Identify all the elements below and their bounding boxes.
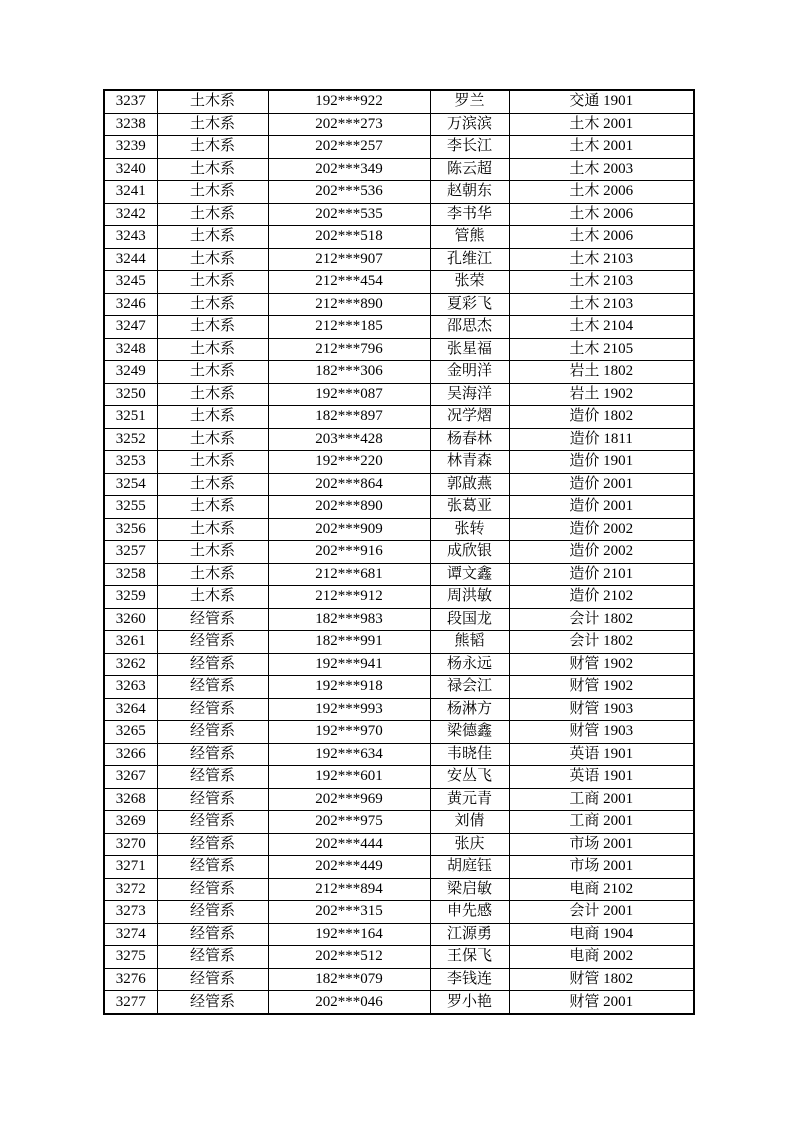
cell-student-name: 李长江	[430, 136, 509, 159]
table-row	[104, 653, 694, 676]
cell-student-id: 202***273	[268, 113, 430, 136]
cell-student-id: 202***969	[268, 788, 430, 811]
cell-row-number: 3272	[104, 878, 157, 901]
cell-row-number: 3270	[104, 833, 157, 856]
cell-class: 土木 2105	[509, 338, 694, 361]
table-row	[104, 383, 694, 406]
cell-student-name: 韦晓佳	[430, 743, 509, 766]
table-row	[104, 338, 694, 361]
cell-class: 财管 2001	[509, 991, 694, 1014]
cell-student-name: 张转	[430, 518, 509, 541]
cell-class: 财管 1903	[509, 721, 694, 744]
cell-row-number: 3266	[104, 743, 157, 766]
cell-student-id: 212***894	[268, 878, 430, 901]
cell-department: 经管系	[157, 878, 268, 901]
cell-student-id: 212***454	[268, 271, 430, 294]
cell-student-name: 胡庭钰	[430, 856, 509, 879]
cell-row-number: 3241	[104, 181, 157, 204]
cell-student-name: 熊韬	[430, 631, 509, 654]
cell-department: 经管系	[157, 788, 268, 811]
cell-department: 土木系	[157, 158, 268, 181]
cell-student-id: 212***890	[268, 293, 430, 316]
table-row	[104, 248, 694, 271]
table-row	[104, 788, 694, 811]
cell-row-number: 3250	[104, 383, 157, 406]
student-list-table-body	[104, 90, 694, 1014]
cell-row-number: 3261	[104, 631, 157, 654]
cell-student-name: 赵朝东	[430, 181, 509, 204]
table-row	[104, 473, 694, 496]
student-list-table	[103, 89, 695, 1015]
cell-student-id: 212***681	[268, 563, 430, 586]
cell-student-name: 梁德鑫	[430, 721, 509, 744]
cell-department: 经管系	[157, 833, 268, 856]
cell-department: 土木系	[157, 383, 268, 406]
table-row	[104, 316, 694, 339]
cell-student-name: 夏彩飞	[430, 293, 509, 316]
table-row	[104, 158, 694, 181]
cell-student-name: 罗小艳	[430, 991, 509, 1014]
cell-row-number: 3264	[104, 698, 157, 721]
cell-department: 土木系	[157, 271, 268, 294]
table-row	[104, 721, 694, 744]
cell-student-name: 段国龙	[430, 608, 509, 631]
cell-row-number: 3256	[104, 518, 157, 541]
cell-student-name: 郭啟燕	[430, 473, 509, 496]
cell-student-id: 182***991	[268, 631, 430, 654]
cell-class: 造价 2001	[509, 473, 694, 496]
cell-class: 交通 1901	[509, 90, 694, 113]
cell-class: 财管 1903	[509, 698, 694, 721]
cell-student-name: 黄元青	[430, 788, 509, 811]
table-row	[104, 743, 694, 766]
cell-student-id: 202***518	[268, 226, 430, 249]
cell-row-number: 3276	[104, 968, 157, 991]
cell-department: 经管系	[157, 608, 268, 631]
cell-student-id: 202***349	[268, 158, 430, 181]
cell-student-name: 孔维江	[430, 248, 509, 271]
cell-student-name: 张荣	[430, 271, 509, 294]
cell-student-name: 罗兰	[430, 90, 509, 113]
cell-department: 经管系	[157, 991, 268, 1014]
table-row	[104, 766, 694, 789]
cell-student-name: 管熊	[430, 226, 509, 249]
table-row	[104, 923, 694, 946]
cell-department: 经管系	[157, 698, 268, 721]
cell-student-name: 谭文鑫	[430, 563, 509, 586]
cell-department: 土木系	[157, 451, 268, 474]
cell-student-name: 金明洋	[430, 361, 509, 384]
table-row	[104, 991, 694, 1014]
cell-student-name: 李钱连	[430, 968, 509, 991]
cell-student-name: 吴海洋	[430, 383, 509, 406]
cell-student-id: 192***164	[268, 923, 430, 946]
cell-class: 岩土 1902	[509, 383, 694, 406]
cell-row-number: 3271	[104, 856, 157, 879]
cell-row-number: 3238	[104, 113, 157, 136]
cell-student-id: 192***922	[268, 90, 430, 113]
cell-class: 土木 2103	[509, 248, 694, 271]
table-row	[104, 518, 694, 541]
cell-department: 土木系	[157, 293, 268, 316]
cell-class: 土木 2103	[509, 271, 694, 294]
cell-student-id: 202***046	[268, 991, 430, 1014]
cell-student-id: 202***315	[268, 901, 430, 924]
cell-student-id: 192***634	[268, 743, 430, 766]
table-row	[104, 901, 694, 924]
table-row	[104, 878, 694, 901]
cell-student-name: 况学熠	[430, 406, 509, 429]
cell-class: 造价 1811	[509, 428, 694, 451]
cell-student-name: 万滨滨	[430, 113, 509, 136]
cell-row-number: 3237	[104, 90, 157, 113]
cell-row-number: 3242	[104, 203, 157, 226]
cell-department: 经管系	[157, 743, 268, 766]
cell-row-number: 3260	[104, 608, 157, 631]
cell-class: 电商 2002	[509, 946, 694, 969]
cell-class: 造价 2002	[509, 518, 694, 541]
cell-department: 土木系	[157, 496, 268, 519]
table-row	[104, 113, 694, 136]
cell-department: 经管系	[157, 923, 268, 946]
cell-class: 造价 2101	[509, 563, 694, 586]
cell-student-id: 202***909	[268, 518, 430, 541]
table-row	[104, 428, 694, 451]
cell-class: 市场 2001	[509, 833, 694, 856]
cell-row-number: 3259	[104, 586, 157, 609]
cell-row-number: 3257	[104, 541, 157, 564]
cell-student-name: 梁启敏	[430, 878, 509, 901]
cell-student-id: 192***918	[268, 676, 430, 699]
cell-student-name: 林青森	[430, 451, 509, 474]
cell-student-name: 张葛亚	[430, 496, 509, 519]
table-row	[104, 271, 694, 294]
cell-student-id: 202***916	[268, 541, 430, 564]
cell-class: 工商 2001	[509, 811, 694, 834]
cell-student-name: 成欣银	[430, 541, 509, 564]
table-row	[104, 293, 694, 316]
cell-student-name: 周洪敏	[430, 586, 509, 609]
cell-student-name: 邵思杰	[430, 316, 509, 339]
cell-row-number: 3244	[104, 248, 157, 271]
cell-row-number: 3258	[104, 563, 157, 586]
cell-class: 英语 1901	[509, 743, 694, 766]
cell-class: 会计 1802	[509, 631, 694, 654]
cell-student-id: 192***993	[268, 698, 430, 721]
table-row	[104, 361, 694, 384]
cell-class: 土木 2001	[509, 113, 694, 136]
cell-student-id: 192***601	[268, 766, 430, 789]
cell-department: 土木系	[157, 428, 268, 451]
cell-student-name: 杨春林	[430, 428, 509, 451]
cell-row-number: 3239	[104, 136, 157, 159]
cell-department: 经管系	[157, 946, 268, 969]
cell-row-number: 3263	[104, 676, 157, 699]
cell-student-name: 王保飞	[430, 946, 509, 969]
cell-department: 土木系	[157, 338, 268, 361]
cell-row-number: 3268	[104, 788, 157, 811]
cell-department: 经管系	[157, 968, 268, 991]
cell-department: 经管系	[157, 676, 268, 699]
cell-student-id: 182***897	[268, 406, 430, 429]
table-row	[104, 631, 694, 654]
cell-student-id: 182***079	[268, 968, 430, 991]
cell-class: 财管 1902	[509, 653, 694, 676]
table-row	[104, 226, 694, 249]
cell-class: 工商 2001	[509, 788, 694, 811]
table-row	[104, 856, 694, 879]
cell-department: 经管系	[157, 653, 268, 676]
cell-class: 土木 2003	[509, 158, 694, 181]
cell-class: 土木 2006	[509, 181, 694, 204]
cell-student-name: 张星福	[430, 338, 509, 361]
table-row	[104, 968, 694, 991]
cell-department: 土木系	[157, 563, 268, 586]
cell-row-number: 3262	[104, 653, 157, 676]
cell-row-number: 3240	[104, 158, 157, 181]
cell-row-number: 3265	[104, 721, 157, 744]
table-row	[104, 203, 694, 226]
cell-department: 土木系	[157, 226, 268, 249]
table-row	[104, 676, 694, 699]
cell-department: 土木系	[157, 361, 268, 384]
cell-student-name: 禄会江	[430, 676, 509, 699]
table-row	[104, 833, 694, 856]
table-row	[104, 608, 694, 631]
cell-department: 土木系	[157, 203, 268, 226]
cell-class: 会计 2001	[509, 901, 694, 924]
cell-student-name: 张庆	[430, 833, 509, 856]
cell-row-number: 3253	[104, 451, 157, 474]
cell-student-name: 申先感	[430, 901, 509, 924]
table-row	[104, 541, 694, 564]
cell-class: 英语 1901	[509, 766, 694, 789]
cell-class: 造价 1802	[509, 406, 694, 429]
cell-student-id: 202***535	[268, 203, 430, 226]
cell-row-number: 3275	[104, 946, 157, 969]
table-row	[104, 946, 694, 969]
cell-class: 土木 2103	[509, 293, 694, 316]
cell-department: 经管系	[157, 856, 268, 879]
cell-row-number: 3249	[104, 361, 157, 384]
cell-student-id: 212***907	[268, 248, 430, 271]
cell-row-number: 3247	[104, 316, 157, 339]
cell-department: 土木系	[157, 518, 268, 541]
cell-class: 土木 2104	[509, 316, 694, 339]
cell-student-name: 杨永远	[430, 653, 509, 676]
cell-department: 土木系	[157, 136, 268, 159]
cell-student-name: 刘倩	[430, 811, 509, 834]
cell-class: 岩土 1802	[509, 361, 694, 384]
cell-row-number: 3267	[104, 766, 157, 789]
cell-department: 土木系	[157, 113, 268, 136]
cell-student-id: 212***912	[268, 586, 430, 609]
cell-row-number: 3246	[104, 293, 157, 316]
cell-class: 电商 1904	[509, 923, 694, 946]
cell-student-id: 182***306	[268, 361, 430, 384]
cell-department: 土木系	[157, 473, 268, 496]
cell-student-id: 202***864	[268, 473, 430, 496]
cell-student-id: 203***428	[268, 428, 430, 451]
cell-row-number: 3269	[104, 811, 157, 834]
cell-student-id: 202***257	[268, 136, 430, 159]
cell-student-id: 192***941	[268, 653, 430, 676]
cell-student-name: 安丛飞	[430, 766, 509, 789]
cell-row-number: 3243	[104, 226, 157, 249]
cell-student-name: 李书华	[430, 203, 509, 226]
cell-class: 财管 1802	[509, 968, 694, 991]
cell-class: 造价 2001	[509, 496, 694, 519]
table-row	[104, 181, 694, 204]
cell-student-id: 202***449	[268, 856, 430, 879]
cell-student-id: 192***970	[268, 721, 430, 744]
cell-student-name: 江源勇	[430, 923, 509, 946]
cell-department: 土木系	[157, 406, 268, 429]
table-row	[104, 451, 694, 474]
cell-department: 经管系	[157, 811, 268, 834]
cell-department: 土木系	[157, 181, 268, 204]
cell-class: 财管 1902	[509, 676, 694, 699]
cell-student-name: 陈云超	[430, 158, 509, 181]
cell-department: 经管系	[157, 766, 268, 789]
cell-row-number: 3255	[104, 496, 157, 519]
cell-class: 造价 1901	[509, 451, 694, 474]
cell-student-id: 192***087	[268, 383, 430, 406]
cell-class: 电商 2102	[509, 878, 694, 901]
cell-class: 造价 2002	[509, 541, 694, 564]
cell-student-id: 202***512	[268, 946, 430, 969]
cell-department: 土木系	[157, 90, 268, 113]
table-row	[104, 136, 694, 159]
cell-department: 土木系	[157, 316, 268, 339]
cell-row-number: 3252	[104, 428, 157, 451]
cell-department: 土木系	[157, 541, 268, 564]
cell-row-number: 3245	[104, 271, 157, 294]
cell-department: 经管系	[157, 721, 268, 744]
table-row	[104, 563, 694, 586]
table-row	[104, 90, 694, 113]
table-row	[104, 811, 694, 834]
cell-class: 市场 2001	[509, 856, 694, 879]
cell-student-id: 212***185	[268, 316, 430, 339]
cell-student-name: 杨淋方	[430, 698, 509, 721]
cell-row-number: 3277	[104, 991, 157, 1014]
cell-row-number: 3248	[104, 338, 157, 361]
cell-class: 土木 2001	[509, 136, 694, 159]
table-row	[104, 496, 694, 519]
cell-department: 土木系	[157, 248, 268, 271]
cell-row-number: 3251	[104, 406, 157, 429]
cell-class: 会计 1802	[509, 608, 694, 631]
cell-student-id: 212***796	[268, 338, 430, 361]
cell-department: 土木系	[157, 586, 268, 609]
table-row	[104, 406, 694, 429]
cell-row-number: 3273	[104, 901, 157, 924]
cell-student-id: 192***220	[268, 451, 430, 474]
cell-class: 造价 2102	[509, 586, 694, 609]
cell-student-id: 202***975	[268, 811, 430, 834]
cell-row-number: 3274	[104, 923, 157, 946]
cell-student-id: 182***983	[268, 608, 430, 631]
table-row	[104, 586, 694, 609]
cell-class: 土木 2006	[509, 203, 694, 226]
cell-department: 经管系	[157, 901, 268, 924]
cell-student-id: 202***890	[268, 496, 430, 519]
cell-row-number: 3254	[104, 473, 157, 496]
cell-department: 经管系	[157, 631, 268, 654]
cell-student-id: 202***536	[268, 181, 430, 204]
cell-student-id: 202***444	[268, 833, 430, 856]
cell-class: 土木 2006	[509, 226, 694, 249]
table-row	[104, 698, 694, 721]
